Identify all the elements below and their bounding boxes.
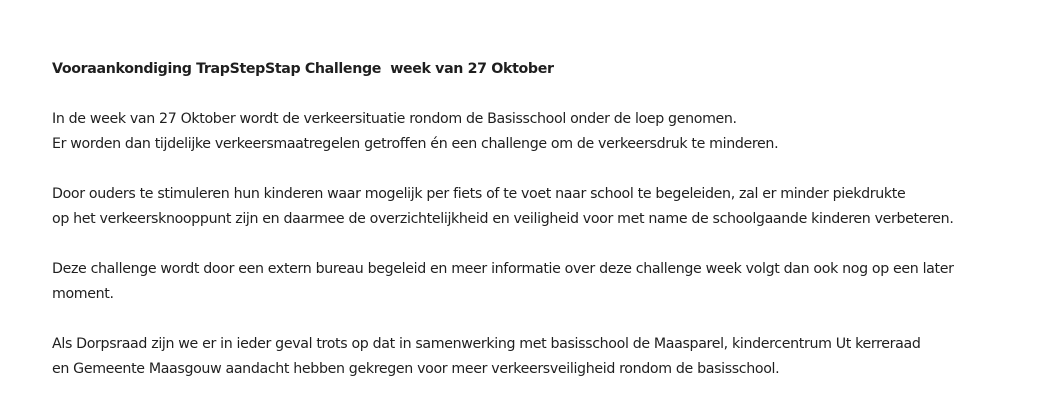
document-title: Vooraankondiging TrapStepStap Challenge week van 27 Oktober	[52, 61, 554, 77]
paragraph-week-announcement	[52, 107, 1057, 157]
paragraph-line: Deze challenge wordt door een extern bureau begeleid en meer informatie over deze challenge week volgt dan ook nog op een later	[52, 261, 954, 277]
paragraph-line: In de week van 27 Oktober wordt de verkeersituatie rondom de Basisschool onder de loep genomen.	[52, 111, 737, 127]
paragraph-line: Als Dorpsraad zijn we er in ieder geval trots op dat in samenwerking met basisschool de Maasparel, kindercentrum Ut kerreraad	[52, 336, 921, 352]
paragraph-line: op het verkeersknooppunt zijn en daarmee de overzichtelijkheid en veiligheid voor met name de schoolgaande kinderen verbeteren.	[52, 211, 954, 227]
paragraph-parents	[52, 182, 1057, 232]
paragraph-dorpsraad	[52, 332, 1057, 382]
paragraph-line: Er worden dan tijdelijke verkeersmaatregelen getroffen én een challenge om de verkeersdruk te minderen.	[52, 136, 779, 152]
paragraph-line: en Gemeente Maasgouw aandacht hebben gekregen voor meer verkeersveiligheid rondom de basisschool.	[52, 361, 780, 377]
paragraph-external-bureau	[52, 257, 1057, 307]
paragraph-line: moment.	[52, 286, 114, 302]
document	[52, 57, 1057, 382]
paragraph-line: Door ouders te stimuleren hun kinderen waar mogelijk per fiets of te voet naar school te begeleiden, zal er minder piekdrukte	[52, 186, 906, 202]
